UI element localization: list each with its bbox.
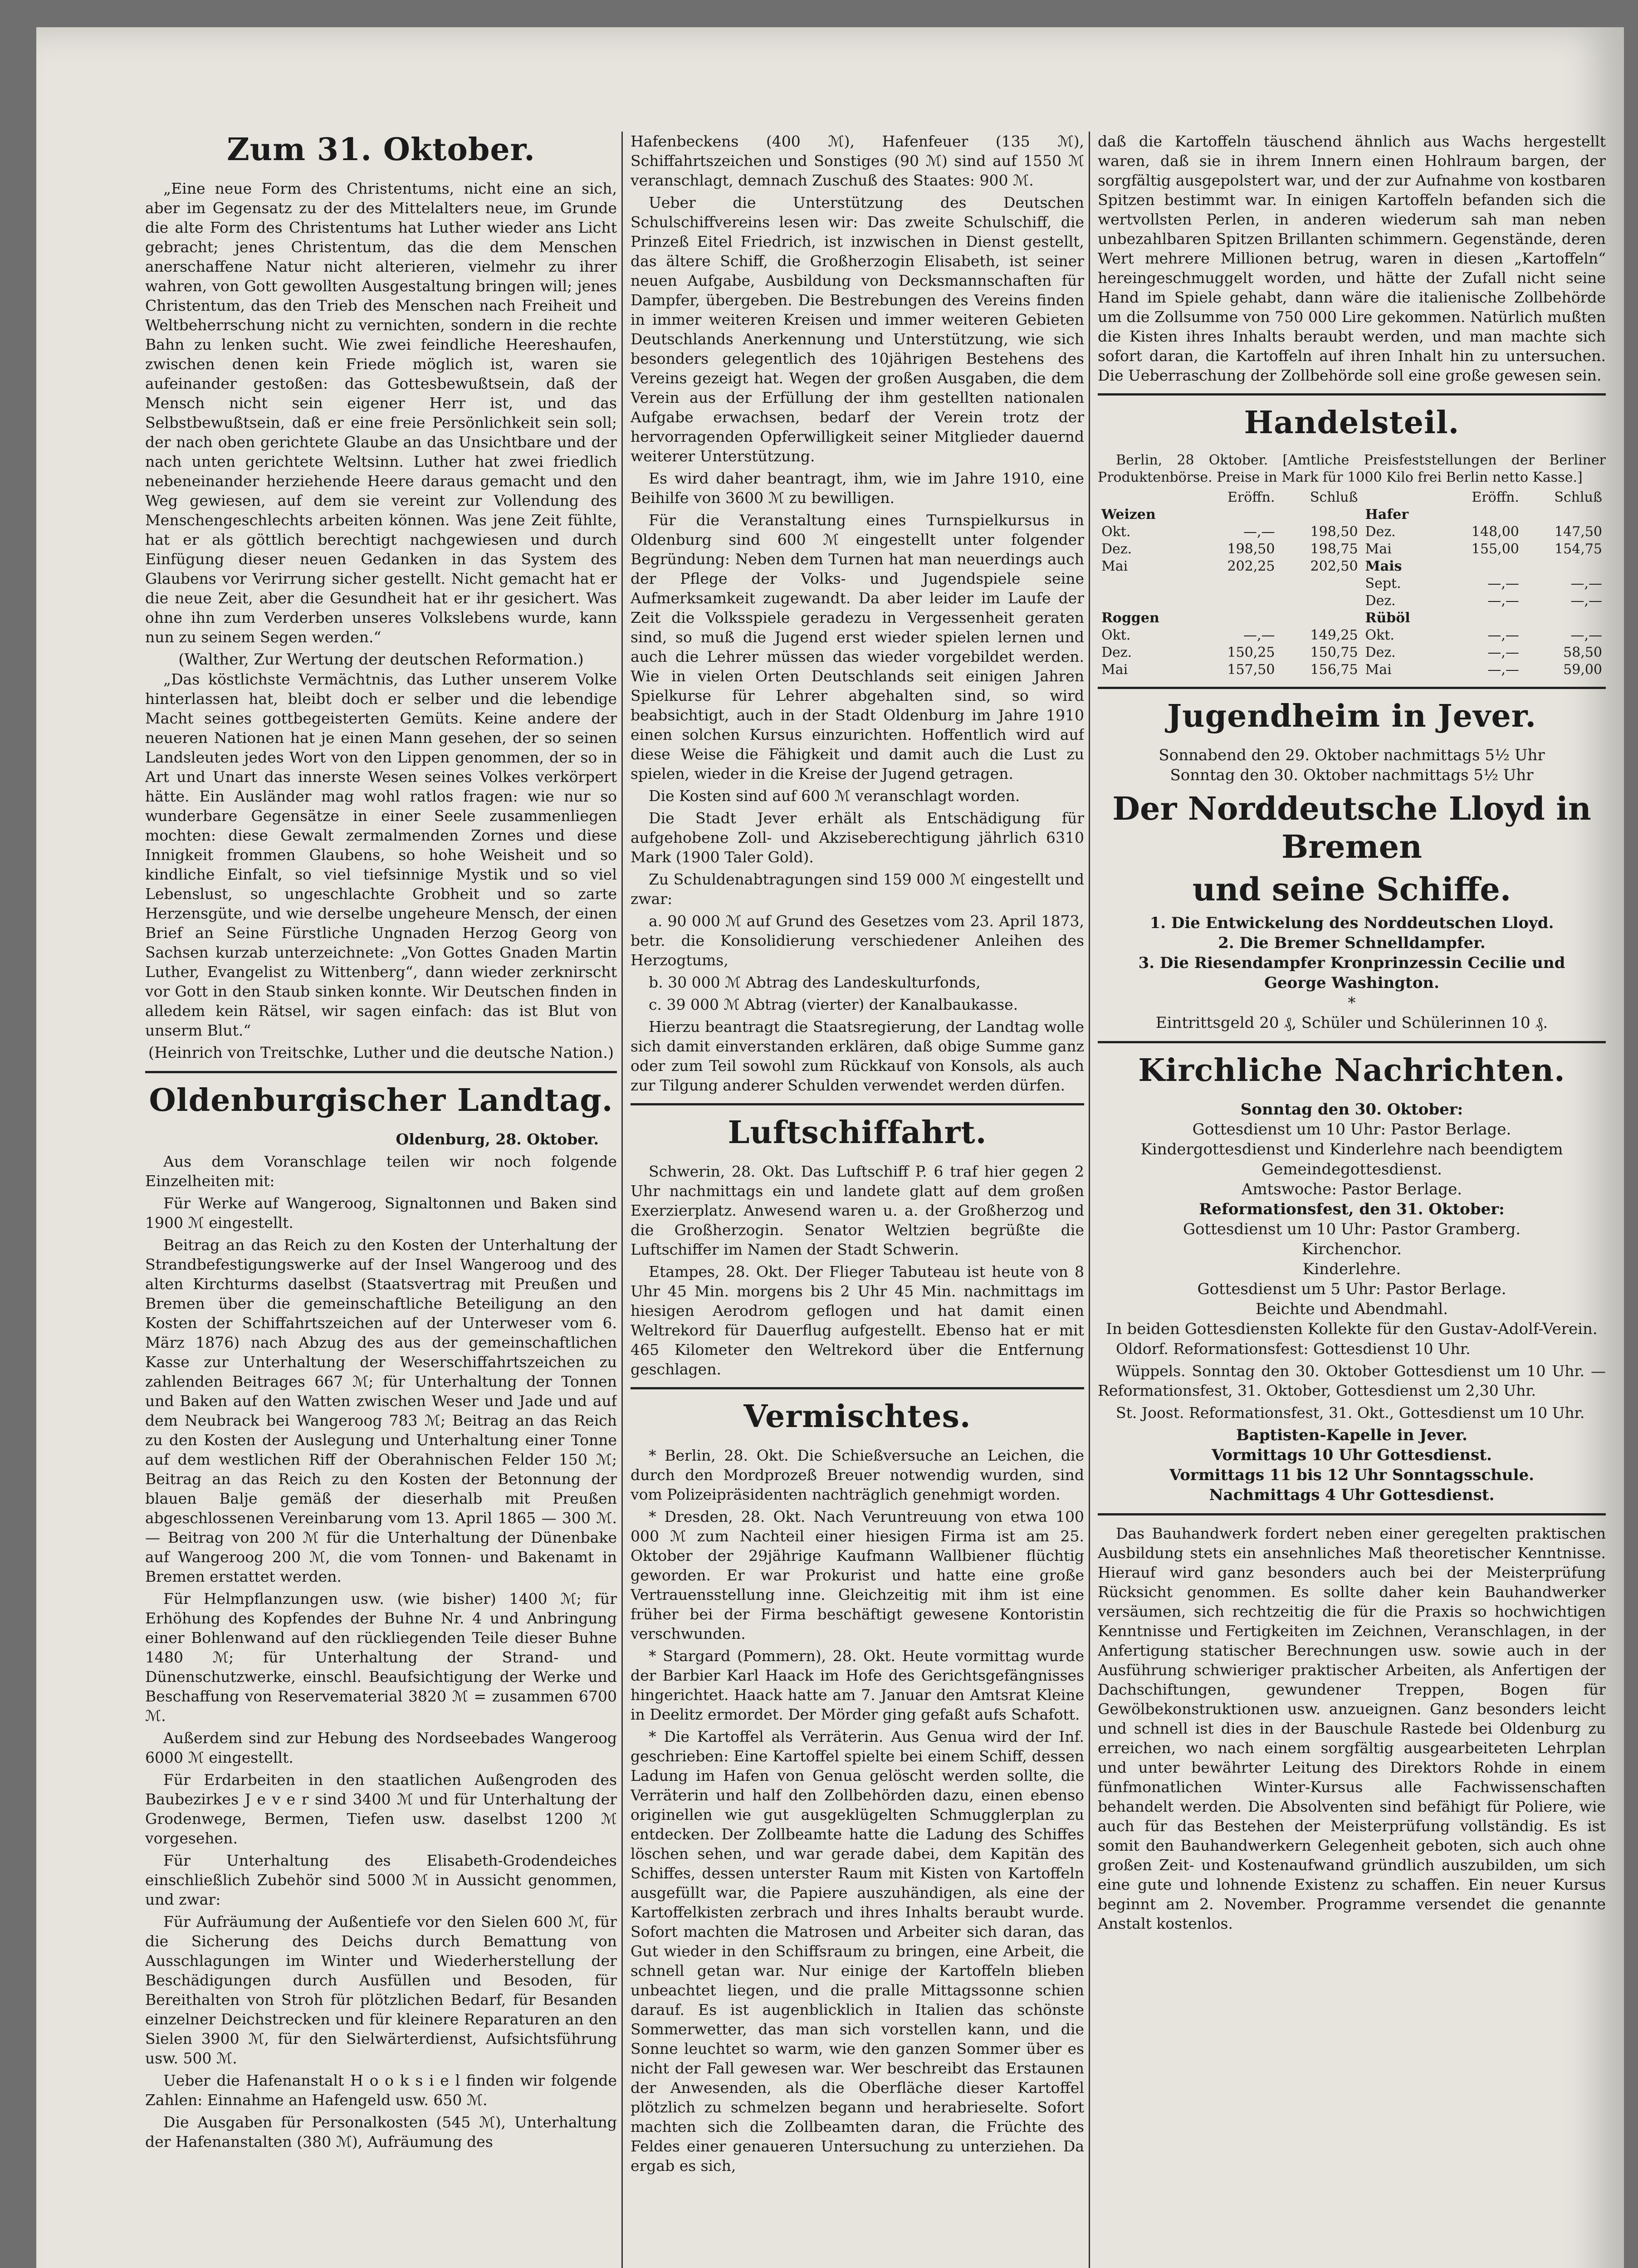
service-line: Kinderlehre.	[1302, 1260, 1401, 1278]
service-line: Kindergottesdienst und Kinderlehre nach beendigtem Gemeindegottesdienst.	[1140, 1140, 1563, 1178]
section-divider	[1098, 1513, 1606, 1515]
table-cell: Mais	[1365, 558, 1402, 574]
table-cell: Dez.	[1365, 593, 1396, 609]
article-paragraph: Die Kosten sind auf 600 ℳ veranschlagt worden.	[649, 787, 1020, 805]
article-paragraph: * Berlin, 28. Okt. Die Schießversuche an Leichen, die durch den Mordprozeß Breuer notwendig wurden, sind vom Polizeipräsidenten nachträglich genehmigt worden.	[631, 1447, 1084, 1503]
table-row	[1098, 558, 1606, 575]
list-item: b. 30 000 ℳ Abtrag des Landeskulturfonds,	[649, 973, 981, 991]
article-paragraph: Für Aufräumung der Außentiefe vor den Sielen 600 ℳ, für die Sicherung des Deichs durch Bemattung von Ausschlagungen im Winter und Wiederherstellung der Beschädigungen durch Ausfüllen und Besoden, für Bereithalten von Stroh für plötzlichen Bedarf, für Besanden einzelner Deichstrecken und für kleinere Reparaturen an den Sielen 3900 ℳ, für den Sielwärterdienst, Aufsichtsführung usw. 500 ℳ.	[145, 1913, 617, 2067]
service-line: Vormittags 11 bis 12 Uhr Sonntagsschule.	[1169, 1466, 1534, 1484]
service-heading: Baptisten-Kapelle in Jever.	[1236, 1426, 1467, 1444]
service-line: Oldorf. Reformationsfest: Gottesdienst 10 Uhr.	[1116, 1340, 1471, 1358]
table-cell: Weizen	[1101, 507, 1156, 523]
service-line: Gottesdienst um 10 Uhr: Pastor Gramberg.	[1183, 1220, 1521, 1238]
article-paragraph: Hafenbeckens (400 ℳ), Hafenfeuer (135 ℳ), Schiffahrtszeichen und Sonstiges (90 ℳ) sind auf 1550 ℳ veranschlagt, demnach Zuschuß des Staates: 900 ℳ.	[631, 132, 1084, 189]
separator-star: *	[1348, 994, 1356, 1012]
service-line: Kirchenchor.	[1301, 1240, 1402, 1258]
section-divider	[1098, 393, 1606, 396]
lecture-item: 2. Die Bremer Schnelldampfer.	[1218, 934, 1486, 952]
table-cell: Mai	[1365, 662, 1392, 678]
table-cell: 154,75	[1555, 541, 1602, 557]
quote-source: (Heinrich von Treitschke, Luther und die deutsche Nation.)	[148, 1044, 614, 1062]
event-line: Sonnabend den 29. Oktober nachmittags 5½ Uhr	[1159, 746, 1545, 764]
article-paragraph: daß die Kartoffeln täuschend ähnlich aus Wachs hergestellt waren, daß sie in ihrem Innern einen Hohlraum bargen, der sorgfältig ausgepolstert war, und der zur Aufnahme von kostbaren Spitzen bestimmt war. In einigen Kartoffeln befanden sich die wertvollsten Perlen, in anderen wiederum sah man neben unbezahlbaren Spitzen Brillanten schimmern. Gegenstände, deren Wert mehrere Millionen betrug, waren in diesen „Kartoffeln“ hereingeschmuggelt worden, und hätte der Zufall nicht seine Hand im Spiele gehabt, dann wäre die italienische Zollbehörde um die Zollsumme von 750 000 Lire gekommen. Natürlich mußten die Kisten ihres Inhalts beraubt werden, und man machte sich sofort daran, die Kartoffeln auf ihren Inhalt hin zu untersuchen. Die Ueberraschung der Zollbehörde soll eine große gewesen sein.	[1098, 132, 1606, 384]
table-cell	[1196, 575, 1278, 592]
entry-fee: Eintrittsgeld 20 ₰, Schüler und Schülerinnen 10 ₰.	[1155, 1014, 1548, 1032]
table-cell: —,—	[1487, 576, 1519, 591]
market-table	[1098, 489, 1606, 679]
lecture-title: und seine Schiffe.	[1192, 870, 1511, 908]
table-row	[1098, 575, 1606, 592]
article-paragraph: Beitrag an das Reich zu den Kosten der Unterhaltung der Strandbefestigungswerke auf der Insel Wangeroog und des alten Kirchturms daselbst (Staatsvertrag mit Preußen und Bremen über die gemeinschaftliche Beteiligung an den Kosten der Schiffahrtszeichen auf der Unterweser vom 6. März 1876) nach Abzug des aus der gemeinschaftlichen Kasse zur Unterhaltung der Weserschiffahrtszeichen zu zahlenden Beitrages 667 ℳ; für Unterhaltung der Tonnen und Baken auf den Watten zwischen Weser und Jade und auf dem Neubrack bei Wangeroog 783 ℳ; Beitrag an das Reich zu den Kosten der Auslegung und Unterhaltung einer Tonne auf dem westlichen Riff der Oberahnischen Felder 150 ℳ; Beitrag an das Reich zu den Kosten der Betonnung der blauen Balje gemäß der dieserhalb mit Preußen abgeschlossenen Vereinbarung vom 13. April 1865 — 300 ℳ. — Beitrag von 200 ℳ für die Unterhaltung der Dünenbake auf Wangeroog 200 ℳ, die vom Tonnen- und Bakenamt in Bremen erstattet werden.	[145, 1236, 617, 1585]
section-divider	[631, 1103, 1084, 1105]
table-cell	[1196, 592, 1278, 610]
article-paragraph: Es wird daher beantragt, ihm, wie im Jahre 1910, eine Beihilfe von 3600 ℳ zu bewilligen.	[631, 469, 1084, 507]
table-cell: Hafer	[1365, 507, 1409, 523]
market-intro: Berlin, 28 Oktober. [Amtliche Preisfeststellungen der Berliner Produktenbörse. Preise in Mark für 1000 Kilo frei Berlin netto Kasse.]	[1098, 452, 1606, 485]
table-cell	[1278, 610, 1361, 627]
article-paragraph: Zu Schuldenabtragungen sind 159 000 ℳ eingestellt und zwar:	[631, 870, 1084, 908]
table-row	[1098, 541, 1606, 558]
column-rule	[1089, 132, 1090, 2268]
section-divider	[145, 1071, 617, 1073]
article-paragraph: Für Werke auf Wangeroog, Signaltonnen und Baken sind 1900 ℳ eingestellt.	[145, 1194, 617, 1232]
table-cell: —,—	[1570, 593, 1602, 609]
table-cell: Dez.	[1101, 645, 1132, 660]
table-cell: —,—	[1487, 627, 1519, 643]
article-paragraph: „Eine neue Form des Christentums, nicht eine an sich, aber im Gegensatz zu der des Mittelalters neue, im Grunde die alte Form des Christentums hat Luther wieder ans Licht gebracht; jenes Christentum, das die dem Menschen anerschaffene Natur nicht alterieren, vielmehr zu ihrer wahren, von Gott gewollten Ausgestaltung bringen will; jenes Christentum, das den Trieb des Menschen nach Freiheit und Weltbeherrschung nicht zu vernichten, sondern in die rechte Bahn zu lenken sucht. Wie zwei feindliche Heereshaufen, zwischen denen kein Friede möglich ist, waren sie aufeinander gestoßen: das Gottesbewußtsein, daß der Mensch nicht sein eigener Herr ist, und das Selbstbewußtsein, daß er eine freie Persönlichkeit sein soll; der nach oben gerichtete Glaube an das Unsichtbare und der nach unten gerichtete Weltsinn. Luther hat zwei friedlich nebeneinander herziehende Heere daraus gemacht und den Weg gewiesen, auf dem sie vereint zur Vollendung des Menschengeschlechts arbeiten können. Was jene Zeit fühlte, hat er als göttlich berechtigt nachgewiesen und durch Einfügung dieser neuen Gedanken in das System des Glaubens vor Verirrung sicher gestellt. Nicht gemacht hat er die neue Zeit, aber die Gesundheit hat er ihr gesichert. Was ohne ihn zum Verderben unseres Volkslebens wurde, kann nun zu seinem Segen werden.“	[145, 180, 617, 646]
table-cell	[1523, 610, 1606, 627]
article-paragraph: Für die Veranstaltung eines Turnspielkursus in Oldenburg sind 600 ℳ eingestellt unter folgender Begründung: Neben dem Turnen hat man neuerdings auch der Pflege der Volks- und Jugendspiele seine Aufmerksamkeit zugewandt. Da aber leider im Laufe der Zeit die Volksspiele geradezu in Vergessenheit geraten sind, so muß die Jugend erst wieder spielen lernen und auch die Lehrer müssen das wieder vorgebildet werden. Wie in vielen Orten Deutschlands seit einigen Jahren Spielkurse für Lehrer abgehalten sind, so wird beabsichtigt, auch in der Stadt Oldenburg im Jahre 1910 einen solchen Kursus einzurichten. Hoffentlich wird auf diese Weise die Fähigkeit und damit auch die Lust zu spielen, wieder in die Kreise der Jugend getragen.	[631, 511, 1084, 782]
table-cell: Dez.	[1101, 541, 1132, 557]
table-cell: —,—	[1243, 627, 1275, 643]
section-divider	[1098, 1041, 1606, 1043]
service-line: St. Joost. Reformationsfest, 31. Okt., Gottesdienst um 10 Uhr.	[1116, 1404, 1585, 1422]
table-cell: Roggen	[1101, 610, 1159, 626]
table-cell: —,—	[1570, 576, 1602, 591]
service-line: Nachmittags 4 Uhr Gottesdienst.	[1209, 1486, 1495, 1504]
column-header: Schluß	[1310, 489, 1358, 505]
section-divider	[1098, 687, 1606, 689]
table-cell: 155,00	[1471, 541, 1519, 557]
article-paragraph: Die Ausgaben für Personalkosten (545 ℳ), Unterhaltung der Hafenanstalten (380 ℳ), Aufräumung des	[145, 2113, 617, 2151]
table-cell	[1278, 575, 1361, 592]
service-line: Beichte und Abendmahl.	[1255, 1300, 1448, 1318]
article-title: Luftschiffahrt.	[728, 1114, 987, 1151]
table-cell: 156,75	[1310, 662, 1358, 678]
article-paragraph: * Dresden, 28. Okt. Nach Veruntreuung von etwa 100 000 ℳ zum Nachteil einer hiesigen Firma ist am 25. Oktober der 29jährige Kaufmann Wallbiener flüchtig geworden. Er war Prokurist und hatte eine große Vertrauensstellung inne. Gleichzeitig mit ihm ist eine früher bei der Firma beschäftigt gewesene Kontoristin verschwunden.	[631, 1508, 1084, 1642]
table-cell: 157,50	[1227, 662, 1275, 678]
service-line: Vormittags 10 Uhr Gottesdienst.	[1212, 1446, 1492, 1464]
column-rule	[621, 132, 623, 2268]
table-cell: 58,50	[1563, 645, 1602, 660]
table-cell: 59,00	[1563, 662, 1602, 678]
column-header: Schluß	[1554, 489, 1602, 505]
table-row	[1098, 644, 1606, 661]
table-cell	[1523, 506, 1606, 523]
table-cell: Rüböl	[1365, 610, 1410, 626]
column-2	[631, 132, 1084, 2268]
service-line: Gottesdienst um 10 Uhr: Pastor Berlage.	[1192, 1120, 1511, 1139]
table-header-row	[1098, 489, 1606, 506]
section-divider	[631, 1387, 1084, 1389]
article-title: Vermischtes.	[743, 1398, 971, 1435]
article-paragraph: Die Stadt Jever erhält als Entschädigung für aufgehobene Zoll- und Akziseberechtigung jährlich 6310 Mark (1900 Taler Gold).	[631, 809, 1084, 866]
table-cell	[1440, 558, 1523, 575]
table-cell: —,—	[1487, 645, 1519, 660]
table-cell: 198,50	[1310, 524, 1358, 540]
table-cell: Mai	[1101, 662, 1128, 678]
table-cell: —,—	[1487, 662, 1519, 678]
table-cell: Dez.	[1365, 645, 1396, 660]
table-cell: 202,25	[1227, 558, 1275, 574]
table-cell	[1098, 592, 1196, 610]
article-paragraph: * Die Kartoffel als Verräterin. Aus Genua wird der Inf. geschrieben: Eine Kartoffel spielte bei einem Schiff, dessen Ladung im Hafen von Genua gelöscht werden sollte, die Verräterin und half den Zollbehörden dazu, einen ebenso originellen wie gut ausgeklügelten Schmugglerplan zu entdecken. Der Zollbeamte hatte die Ladung des Schiffes löschen sehen, und war gerade dabei, dem Kapitän des Schiffes, dessen unterster Raum mit Kisten von Kartoffeln ausgefüllt war, die Papiere auszuhändigen, als eine der Kartoffelkisten zerbrach und ihres Inhalts beraubt wurde. Sofort machten die Matrosen und Arbeiter sich daran, das Gut wieder in den Schiffsraum zu bringen, eine Arbeit, die schnell getan war. Nur einige der Kartoffeln blieben unbeachtet liegen, und die pralle Mittagssonne schien darauf. Es ist augenblicklich in Italien das schönste Sommerwetter, das man sich vorstellen kann, und die Sonne leuchtet so warm, wie den ganzen Sommer über es nicht der Fall gewesen war. Wer beschreibt das Erstaunen der Anwesenden, als die Oberfläche dieser Kartoffel plötzlich zu schmelzen begann und herabrieselte. Sofort machten sich die Zollbeamten daran, die Früchte des Feldes einer genaueren Untersuchung zu unterziehen. Da ergab es sich,	[631, 1728, 1084, 2175]
table-cell: 147,50	[1555, 524, 1602, 540]
article-paragraph: * Stargard (Pommern), 28. Okt. Heute vormittag wurde der Barbier Karl Haack im Hofe des Gerichtsgefängnisses hingerichtet. Haack hatte am 7. Januar den Amtsrat Kleine in Deelitz ermordet. Der Mörder ging gefaßt aufs Schafott.	[631, 1647, 1084, 1723]
table-cell: —,—	[1570, 627, 1602, 643]
table-cell: Okt.	[1365, 627, 1394, 643]
table-cell: Okt.	[1101, 627, 1131, 643]
table-row	[1098, 506, 1606, 523]
quote-source: (Walther, Zur Wertung der deutschen Reformation.)	[178, 650, 584, 669]
service-line: Amtswoche: Pastor Berlage.	[1241, 1180, 1462, 1198]
service-line: Wüppels. Sonntag den 30. Oktober Gottesdienst um 10 Uhr. — Reformationsfest, 31. Oktober, Gottesdienst um 2,30 Uhr.	[1098, 1362, 1606, 1399]
article-title: Jugendheim in Jever.	[1167, 698, 1536, 734]
lecture-title: Der Norddeutsche Lloyd in Bremen	[1112, 790, 1591, 865]
table-cell: 148,00	[1471, 524, 1519, 540]
article-title: Handelsteil.	[1244, 405, 1460, 441]
article-paragraph: Für Helmpflanzungen usw. (wie bisher) 1400 ℳ; für Erhöhung des Kopfendes der Buhne Nr. 4 und Anbringung einer Bohlenwand auf den rückliegenden Teile dieser Buhne 1480 ℳ; für Unterhaltung der Strand- und Dünenschutzwerke, einschl. Beaufsichtigung der Werke und Beschaffung von Reservematerial 3820 ℳ = zusammen 6700 ℳ.	[145, 1590, 617, 1725]
article-paragraph: Hierzu beantragt die Staatsregierung, der Landtag wolle sich damit einverstanden erklären, daß obige Summe ganz oder zum Teil sowohl zum Rückkauf von Konsols, als auch zur Tilgung anderer Schulden verwendet werden dürfen.	[631, 1018, 1084, 1094]
article-title: Zum 31. Oktober.	[227, 132, 535, 168]
article-paragraph: Aus dem Voranschlage teilen wir noch folgende Einzelheiten mit:	[145, 1153, 617, 1190]
table-cell: 202,50	[1310, 558, 1358, 574]
table-cell: Mai	[1365, 541, 1392, 557]
article-paragraph: Für Erdarbeiten in den staatlichen Außengroden des Baubezirkes J e v e r sind 3400 ℳ und für Unterhaltung der Grodenwege, Bermen, Tiefen usw. daselbst 1200 ℳ vorgesehen.	[145, 1771, 617, 1847]
lecture-item: 1. Die Entwickelung des Norddeutschen Lloyd.	[1149, 914, 1554, 932]
table-cell	[1278, 592, 1361, 610]
table-row	[1098, 592, 1606, 610]
article-paragraph: Ueber die Hafenanstalt H o o k s i e l finden wir folgende Zahlen: Einnahme an Hafengeld usw. 650 ℳ.	[145, 2072, 617, 2109]
list-item: a. 90 000 ℳ auf Grund des Gesetzes vom 23. April 1873, betr. die Konsolidierung verschiedener Anleihen des Herzogtums,	[631, 912, 1084, 969]
article-paragraph: Außerdem sind zur Hebung des Nordseebades Wangeroog 6000 ℳ eingestellt.	[145, 1729, 617, 1766]
table-row	[1098, 523, 1606, 541]
table-row	[1098, 627, 1606, 644]
service-heading: Reformationsfest, den 31. Oktober:	[1199, 1200, 1505, 1218]
advertisement-text: Das Bauhandwerk fordert neben einer geregelten praktischen Ausbildung stets ein ansehnliches Maß theoretischer Kenntnisse. Hierauf wird ganz besonders auch bei der Meisterprüfung Rücksicht genommen. Es sollte daher kein Bauhandwerker versäumen, sich rechtzeitig die für die Praxis so hochwichtigen Kenntnisse und Fertigkeiten im Zeichnen, Veranschlagen, in der Anfertigung statischer Berechnungen usw. sowie auch in der Ausführung schwieriger praktischer Arbeiten, als Anfertigen der Dachschiftungen, gewundener Treppen, Bogen für Gewölbekonstruktionen usw. anzueignen. Ganz besonders leicht und schnell ist dies in der Bauschule Rastede bei Oldenburg zu erreichen, wo nach einem sorgfältig ausgearbeiteten Lehrplan und unter bewährter Leitung des Direktors Rohde in einem fünfmonatlichen Winter-Kursus alle Fachwissenschaften behandelt werden. Die Absolventen sind befähigt für Poliere, wie auch für das Bestehen der Meisterprüfung vollständig. Es ist somit den Bauhandwerkern Gelegenheit geboten, sich auch ohne großen Zeit- und Kostenaufwand gründlich auszubilden, um sich eine gute und lohnende Existenz zu schaffen. Ein neuer Kursus beginnt am 2. November. Programme versendet die genannte Anstalt kostenlos.	[1098, 1525, 1606, 1932]
table-cell	[1523, 558, 1606, 575]
table-cell: —,—	[1487, 593, 1519, 609]
service-line: In beiden Gottesdiensten Kollekte für den Gustav-Adolf-Verein.	[1106, 1320, 1598, 1338]
table-row	[1098, 661, 1606, 679]
table-cell: Sept.	[1365, 576, 1401, 591]
table-cell: 198,75	[1310, 541, 1358, 557]
table-cell: Okt.	[1101, 524, 1131, 540]
column-3	[1098, 132, 1606, 2268]
table-cell	[1440, 506, 1523, 523]
table-cell	[1196, 610, 1278, 627]
table-cell	[1098, 575, 1196, 592]
column-1	[145, 122, 617, 2268]
table-cell: 150,25	[1227, 645, 1275, 660]
article-paragraph: Etampes, 28. Okt. Der Flieger Tabuteau ist heute von 8 Uhr 45 Min. morgens bis 2 Uhr 45 Min. nachmittags im hiesigen Aerodrom geflogen und hat damit einen Weltrekord für Dauerflug aufgestellt. Ebenso hat er mit 465 Kilometer den Weltrekord über die Entfernung geschlagen.	[631, 1263, 1084, 1378]
newspaper-page	[36, 27, 1624, 2268]
article-paragraph: „Das köstlichste Vermächtnis, das Luther unserem Volke hinterlassen hat, bleibt doch er selber und die lebendige Macht seines gottbegeisterten Gemüts. Keine andere der neueren Nationen hat je einen Mann gesehen, der so seinen Landsleuten jedes Wort von den Lippen genommen, der so in Art und Unart das innerste Wesen seines Volkes verkörpert hätte. Ein Ausländer mag wohl ratlos fragen: wie nur so wunderbare Gegensätze in einer Seele zusammenliegen mochten: diese Gewalt zermalmenden Zornes und diese Innigkeit frommen Glaubens, so hohe Weisheit und so kindliche Einfalt, so viel tiefsinnige Mystik und so viel Lebenslust, so ungeschlachte Grobheit und so zarte Herzensgüte, und wie derselbe ungeheure Mensch, der einen Brief an Seine Fürstliche Ungnaden Herzog Georg von Sachsen kurzab unterzeichnete: „Von Gottes Gnaden Martin Luther, Evangelist zu Wittenberg“, dann wieder zerknirscht vor Gott in den Staub sinken konnte. Wir Deutschen finden in alledem kein Rätsel, wir sagen einfach: das ist Blut von unserm Blut.“	[145, 670, 617, 1039]
article-paragraph: Ueber die Unterstützung des Deutschen Schulschiffvereins lesen wir: Das zweite Schulschiff, die Prinzeß Eitel Friedrich, ist inzwischen in Dienst gestellt, das ältere Schiff, die Großherzogin Elisabeth, ist seiner neuen Aufgabe, Ausbildung von Decksmannschaften für Dampfer, übergeben. Die Bestrebungen des Vereins finden in immer weiteren Kreisen und immer weiteren Gebieten Deutschlands Anerkennung und Unterstützung, wie sich besonders gelegentlich des 10jährigen Bestehens des Vereins gezeigt hat. Wegen der großen Ausgaben, die dem Verein aus der Erfüllung der ihm gestellten nationalen Aufgabe erwachsen, bedarf der Verein trotz der hervorragenden Opferwilligkeit seiner Mitglieder dauernd weiterer Unterstützung.	[631, 194, 1084, 465]
table-cell: Dez.	[1365, 524, 1396, 540]
table-cell: 149,25	[1310, 627, 1358, 643]
dateline: Oldenburg, 28. Oktober.	[396, 1130, 599, 1148]
article-title: Oldenburgischer Landtag.	[149, 1082, 613, 1119]
article-paragraph: Für Unterhaltung des Elisabeth-Grodendeiches einschließlich Zubehör sind 5000 ℳ in Aussicht genommen, und zwar:	[145, 1852, 617, 1908]
table-cell	[1440, 610, 1523, 627]
table-cell: 150,75	[1310, 645, 1358, 660]
event-line: Sonntag den 30. Oktober nachmittags 5½ Uhr	[1170, 766, 1534, 784]
table-row	[1098, 610, 1606, 627]
column-header: Eröffn.	[1472, 489, 1519, 505]
article-title: Kirchliche Nachrichten.	[1138, 1052, 1565, 1089]
table-cell: —,—	[1243, 524, 1275, 540]
table-cell: Mai	[1101, 558, 1128, 574]
lecture-item: George Washington.	[1264, 974, 1439, 992]
article-paragraph: Schwerin, 28. Okt. Das Luftschiff P. 6 traf hier gegen 2 Uhr nachmittags ein und landete glatt auf dem großen Exerzierplatz. Anwesend waren u. a. der Großherzog und die Großherzogin. Senator Weltzien begrüßte die Luftschiffer im Namen der Stadt Schwerin.	[631, 1163, 1084, 1258]
table-cell	[1196, 506, 1278, 523]
lecture-item: 3. Die Riesendampfer Kronprinzessin Cecilie und	[1138, 954, 1565, 972]
list-item: c. 39 000 ℳ Abtrag (vierter) der Kanalbaukasse.	[649, 996, 1018, 1013]
column-header: Eröffn.	[1227, 489, 1275, 505]
table-cell: 198,50	[1227, 541, 1275, 557]
service-heading: Sonntag den 30. Oktober:	[1240, 1100, 1463, 1119]
table-cell	[1278, 506, 1361, 523]
service-line: Gottesdienst um 5 Uhr: Pastor Berlage.	[1197, 1280, 1506, 1298]
